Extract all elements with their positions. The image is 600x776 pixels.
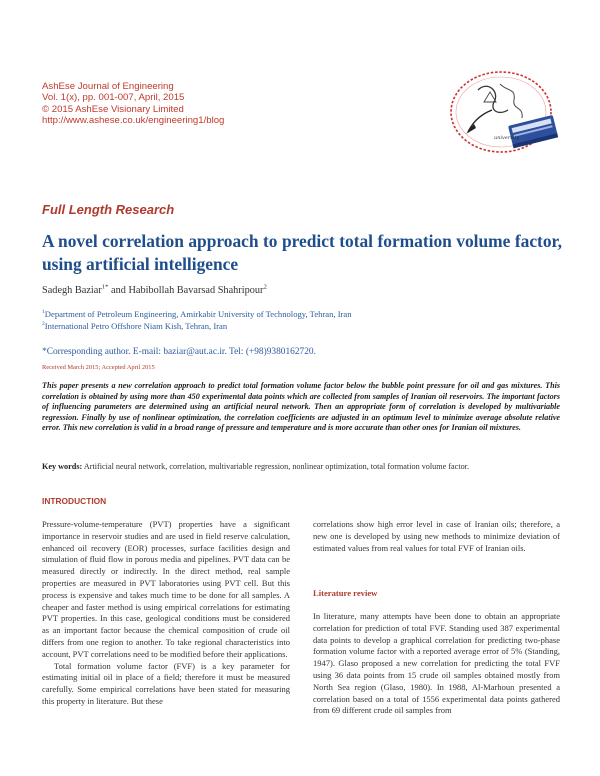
affiliation-1-num: 1 xyxy=(42,309,45,316)
book-quill-logo-icon xyxy=(438,62,566,168)
author-1: Sadegh Baziar xyxy=(42,285,102,296)
journal-name: AshEse Journal of Engineering xyxy=(42,81,174,92)
author-conjunction: and xyxy=(111,285,126,296)
introduction-heading: INTRODUCTION xyxy=(42,496,107,506)
keywords xyxy=(42,462,562,471)
journal-copyright: © 2015 AshEse Visionary Limited xyxy=(42,103,184,115)
affiliation-2-text: International Petro Offshore Niam Kish, Tehran, Iran xyxy=(44,321,228,331)
journal-volume: Vol. 1(x), pp. 001-007, April, 2015 xyxy=(42,92,185,104)
author-2-marks: 2 xyxy=(263,283,267,291)
affiliation-2-num: 2 xyxy=(42,321,45,328)
intro-paragraph-3: correlations show high error level in case of Iranian oils; therefore, a new one is developed by using new methods to minimize deviation of estimated values from real values for total FVF of Iranian oils. xyxy=(313,519,560,553)
literature-heading: Literature review xyxy=(313,588,378,598)
left-column xyxy=(42,519,290,708)
affiliation-1-text: Department of Petroleum Engineering, Amirkabir University of Technology, Tehran, Iran xyxy=(44,309,352,319)
literature-paragraph-1: In literature, many attempts have been done to obtain an appropriate correlation for prediction of total FVF. Standing used 387 experimental data points to develop a graphical correlation for predicting two-phase formation volume factor with a reported average error of 5% (Standing, 1947). Glaso proposed a new correlation for predicting the total FVF using 36 data points from 15 crude oil samples obtained mostly from North Sea region (Glaso, 1980). In 1988, Al-Marhoun presented a correlation based on a total of 1556 experimental data points gathered from 69 different crude oil samples from xyxy=(313,611,560,716)
keywords-label: Key words: xyxy=(42,462,83,471)
journal-logo xyxy=(438,62,566,168)
logo-caption: university xyxy=(494,135,520,141)
abstract: This paper presents a new correlation approach to predict total formation volume factor below the bubble point pressure for oil and gas mixtures. This correlation is obtained by using more than 450 experimental data points which are collected from samples of Iranian oil reservoirs. The important factors of influencing parameters are determined using an artificial neural network. Then an appropriate form of correlation is developed by multivariable regression. Finally by use of nonlinear optimization, the correlation coefficients are adjusted in an optimum level to minimize average absolute relative error. This new correlation is valid in a broad range of pressure and temperature and is more accurate than other ones for Iranian oil mixtures. xyxy=(42,381,560,433)
paper-title: A novel correlation approach to predict total formation volume factor, using artificial intelligence xyxy=(42,231,562,274)
received-dates: Received March 2015; Accepted April 2015 xyxy=(42,364,155,371)
intro-paragraph-1: Pressure-volume-temperature (PVT) properties have a significant importance in reservoir studies and are used in field reserve calculation, enhanced oil recovery (EOR) processes, surface facilities design and simulation of fluid flow in porous media and pipelines. PVT data can be measured directly or indirectly. In the direct method, real sample properties are measured in PVT laboratories using PVT cell. But this process is expensive and takes much time to be done for all samples. A cheaper and faster method is using empirical correlations for estimating PVT properties. In this case, geological conditions must be considered as an important factor because the chemical composition of crude oil differs from one region to another. To take regional characteristics into account, PVT correlations need to be modified before their applications. xyxy=(42,519,290,659)
keywords-text: Artificial neural network, correlation, multivariable regression, nonlinear optimization, total formation volume factor. xyxy=(83,462,470,471)
author-list xyxy=(42,285,267,296)
affiliation-1 xyxy=(42,309,562,319)
intro-paragraph-2: Total formation volume factor (FVF) is a key parameter for estimating initial oil in place of a field; therefore it must be measured carefully. Some empirical correlations have been stated for measuring this property in literature. But these xyxy=(42,660,290,706)
journal-header xyxy=(42,81,224,126)
corresponding-author: *Corresponding author. E-mail: baziar@aut.ac.ir. Tel: (+98)9380162720. xyxy=(42,347,316,357)
affiliation-2 xyxy=(42,321,562,331)
author-2: Habibollah Bavarsad Shahripour xyxy=(128,285,264,296)
author-1-marks: 1* xyxy=(101,283,109,291)
section-label: Full Length Research xyxy=(42,202,175,217)
journal-url[interactable]: http://www.ashese.co.uk/engineering1/blog xyxy=(42,114,225,126)
